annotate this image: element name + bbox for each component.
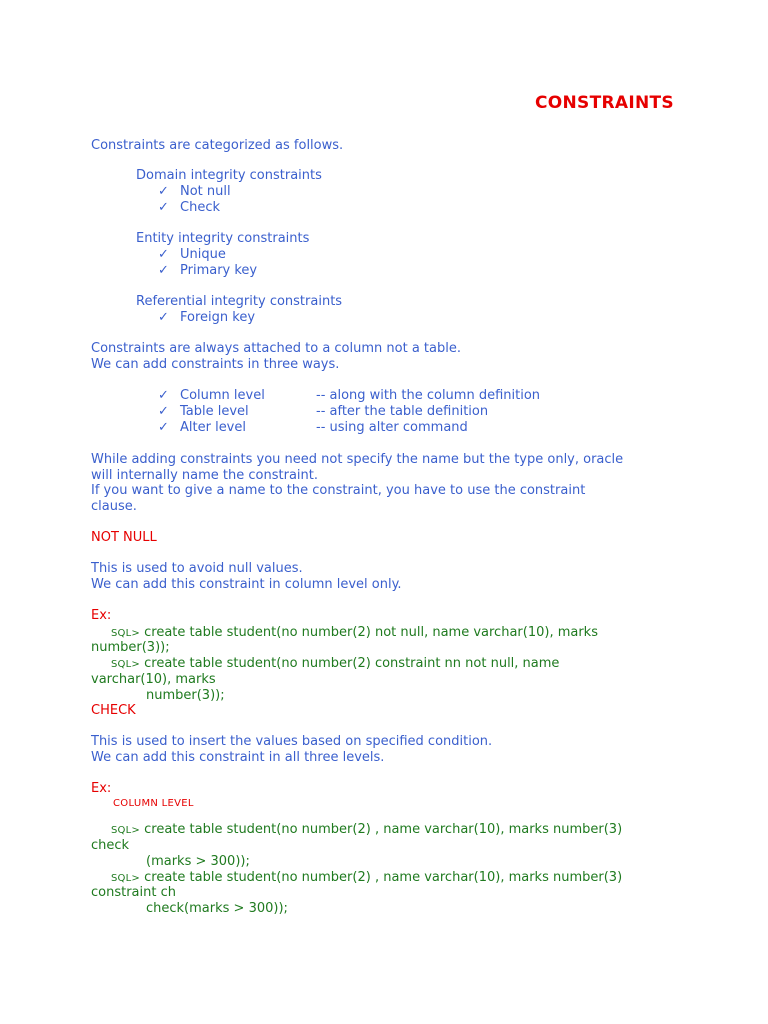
paragraph-line: We can add constraints in three ways. <box>91 357 340 372</box>
code-line: check(marks > 300)); <box>146 901 288 916</box>
paragraph-line: We can add this constraint in all three levels. <box>91 750 385 765</box>
checkmark-icon: ✓ <box>158 184 169 199</box>
referential-heading: Referential integrity constraints <box>136 294 343 309</box>
paragraph-line: We can add this constraint in column level only. <box>91 577 402 592</box>
list-item: ✓ Foreign key <box>158 310 256 325</box>
section-heading-check: CHECK <box>91 703 136 718</box>
domain-heading: Domain integrity constraints <box>136 168 322 183</box>
section-heading-not-null: NOT NULL <box>91 530 157 545</box>
code-line: number(3)); <box>146 688 225 703</box>
code-line: SQL> create table student(no number(2) , name varchar(10), marks number(3) <box>111 870 623 885</box>
entity-heading: Entity integrity constraints <box>136 231 310 246</box>
checkmark-icon: ✓ <box>158 200 169 215</box>
way-item: ✓ Alter level <box>158 420 246 435</box>
way-item: ✓ Column level <box>158 388 265 403</box>
paragraph-line: will internally name the constraint. <box>91 468 318 483</box>
list-item: ✓ Not null <box>158 184 231 199</box>
way-desc: -- along with the column definition <box>316 388 541 403</box>
sql-prompt: SQL> <box>111 628 140 639</box>
paragraph-line: If you want to give a name to the constraint, you have to use the constraint <box>91 483 586 498</box>
page-title: CONSTRAINTS <box>535 93 674 113</box>
checkmark-icon: ✓ <box>158 404 169 419</box>
code-line: number(3)); <box>91 640 170 655</box>
sql-prompt: SQL> <box>111 825 140 836</box>
code-line: constraint ch <box>91 885 176 900</box>
list-item: ✓ Check <box>158 200 220 215</box>
paragraph-line: clause. <box>91 499 137 514</box>
code-line: check <box>91 838 130 853</box>
code-line: (marks > 300)); <box>146 854 250 869</box>
checkmark-icon: ✓ <box>158 420 169 435</box>
checkmark-icon: ✓ <box>158 310 169 325</box>
list-item: ✓ Primary key <box>158 263 258 278</box>
paragraph-line: This is used to avoid null values. <box>91 561 303 576</box>
code-line: SQL> create table student(no number(2) constraint nn not null, name <box>111 656 560 671</box>
list-item: ✓ Unique <box>158 247 226 262</box>
sql-prompt: SQL> <box>111 873 140 884</box>
example-label: Ex: <box>91 781 112 796</box>
way-desc: -- using alter command <box>316 420 468 435</box>
checkmark-icon: ✓ <box>158 263 169 278</box>
code-line: SQL> create table student(no number(2) not null, name varchar(10), marks <box>111 625 598 640</box>
checkmark-icon: ✓ <box>158 247 169 262</box>
sql-prompt: SQL> <box>111 659 140 670</box>
way-item: ✓ Table level <box>158 404 249 419</box>
code-line: SQL> create table student(no number(2) , name varchar(10), marks number(3) <box>111 822 623 837</box>
code-line: varchar(10), marks <box>91 672 216 687</box>
example-label: Ex: <box>91 608 112 623</box>
paragraph-line: While adding constraints you need not specify the name but the type only, oracle <box>91 452 624 467</box>
intro-text: Constraints are categorized as follows. <box>91 138 344 153</box>
paragraph-line: Constraints are always attached to a column not a table. <box>91 341 461 356</box>
way-desc: -- after the table definition <box>316 404 489 419</box>
checkmark-icon: ✓ <box>158 388 169 403</box>
paragraph-line: This is used to insert the values based on specified condition. <box>91 734 493 749</box>
sub-heading-column-level: COLUMN LEVEL <box>113 798 194 809</box>
